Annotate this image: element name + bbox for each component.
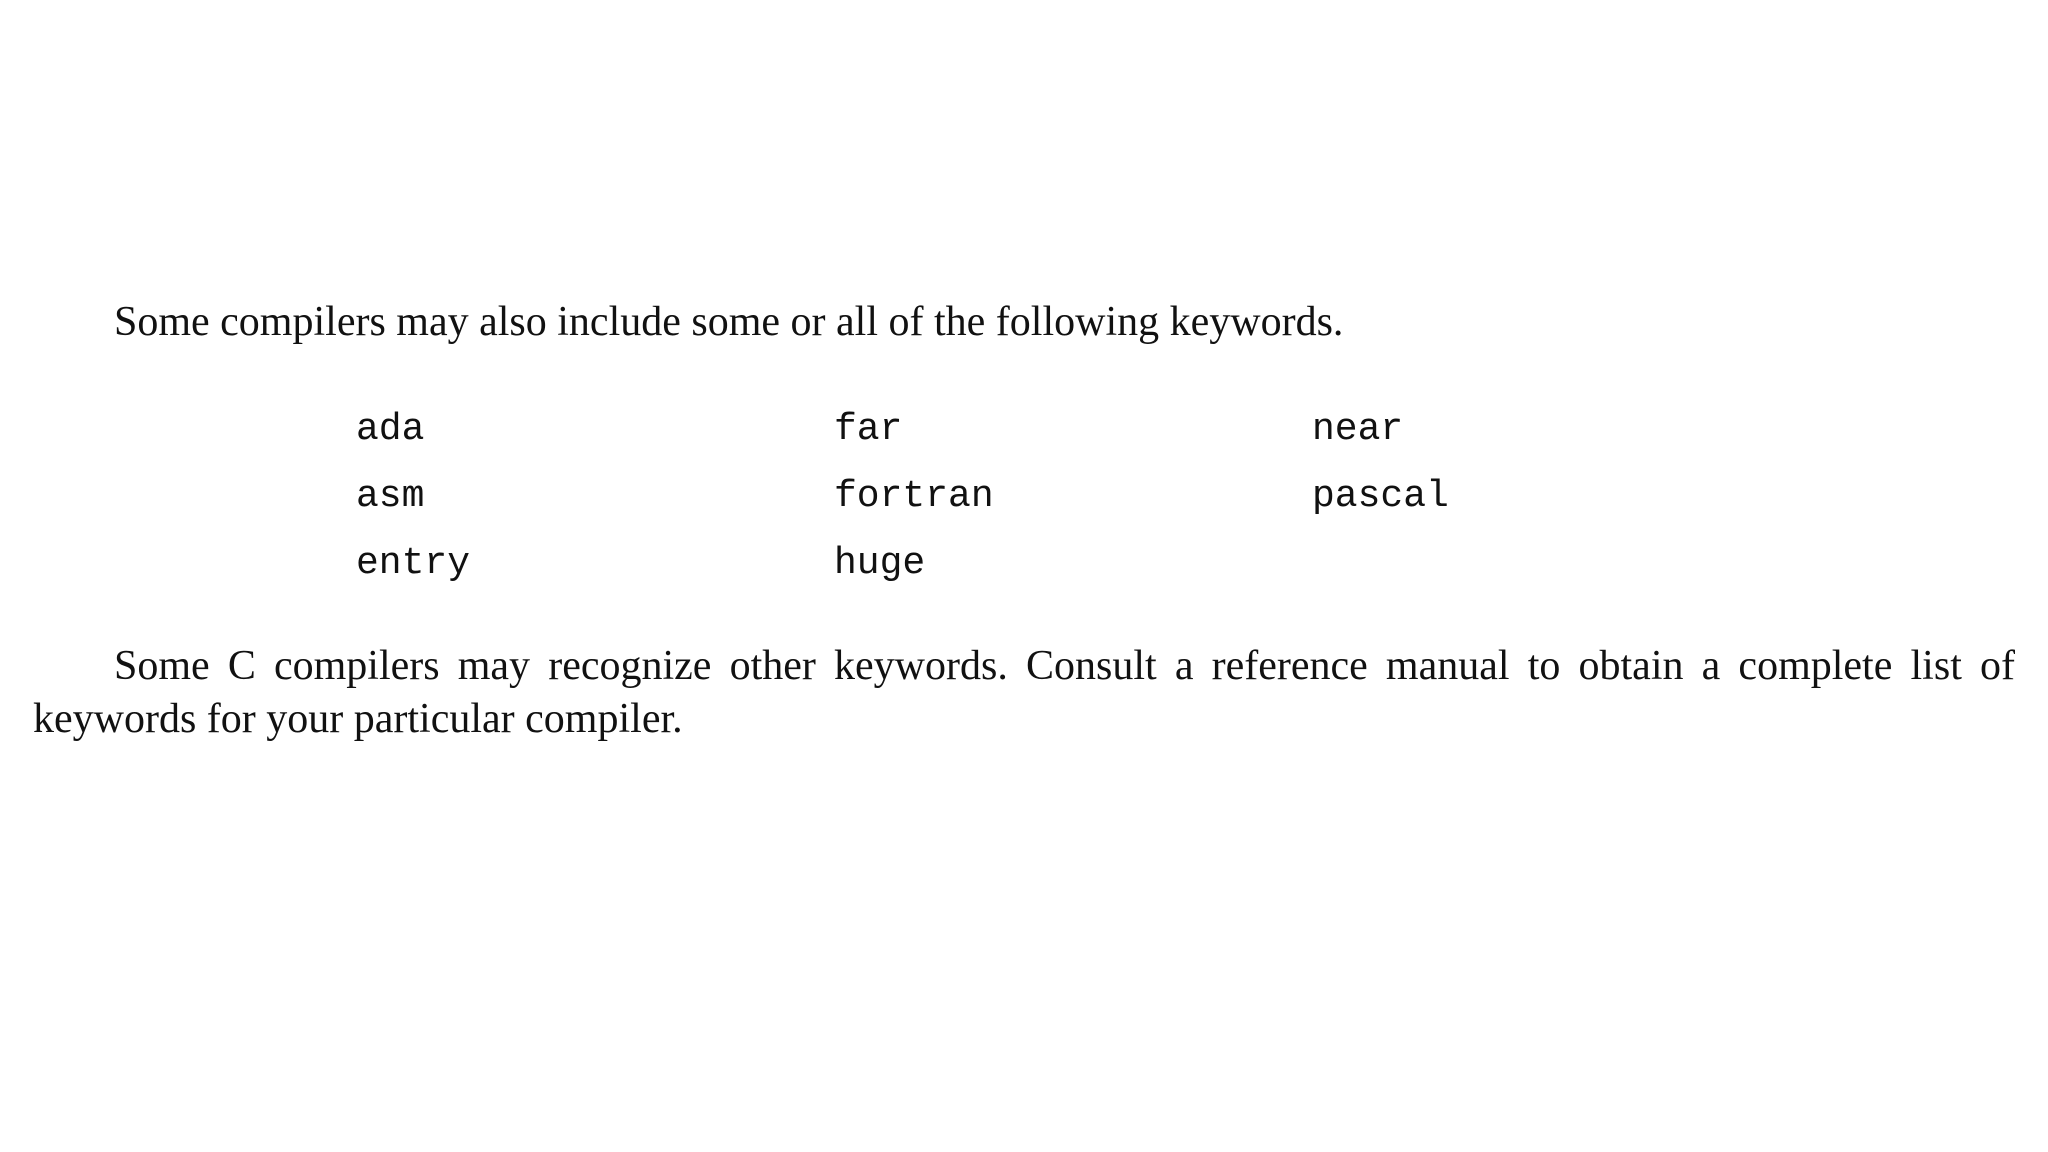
- keyword-table: [356, 400, 1556, 610]
- closing-paragraph: Some C compilers may recognize other keywords. Consult a reference manual to obtain a complete list of keywords for your particular compiler.: [33, 643, 2015, 742]
- keyword-far: far: [834, 408, 903, 451]
- keyword-asm: asm: [356, 475, 425, 518]
- keyword-ada: ada: [356, 408, 425, 451]
- keyword-empty: [1312, 534, 1552, 601]
- keyword-fortran: fortran: [834, 475, 994, 518]
- keyword-huge: huge: [834, 542, 926, 585]
- keyword-entry: entry: [356, 542, 471, 585]
- intro-paragraph: Some compilers may also include some or all of the following keywords.: [114, 299, 1344, 345]
- keyword-pascal: pascal: [1312, 475, 1449, 518]
- keyword-near: near: [1312, 408, 1404, 451]
